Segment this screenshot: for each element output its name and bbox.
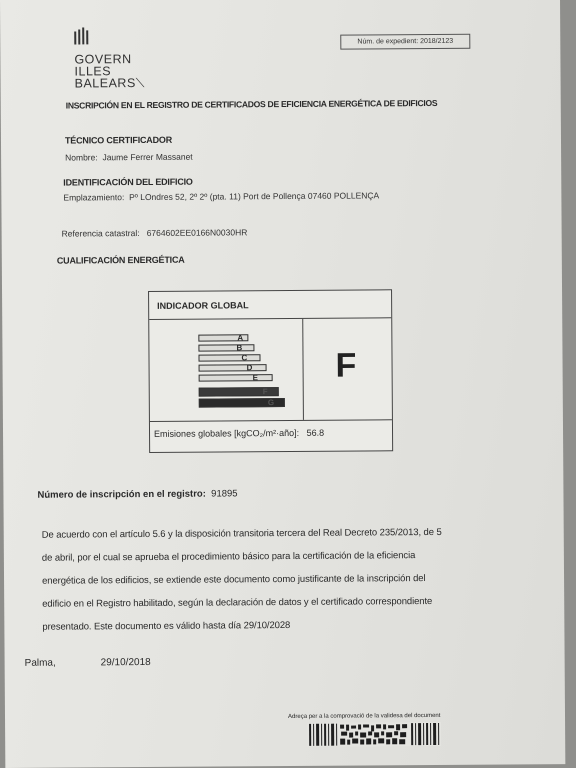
scale-bar-c <box>198 354 260 361</box>
justification-paragraph <box>42 520 507 638</box>
logo-line-2: ILLES <box>74 64 112 79</box>
tecnico-name-value: Jaume Ferrer Massanet <box>102 151 193 163</box>
scale-label-a: A <box>237 333 244 343</box>
paragraph-line-5: presentado. Este documento es válido hasta día 29/10/2028 <box>42 619 291 633</box>
scale-label-c: C <box>241 353 248 363</box>
scale-bar-b <box>198 344 254 351</box>
paragraph-line-3: energética de los edificios, se extiende este documento como justificante de la inscripción del <box>42 573 426 587</box>
edificio-heading: IDENTIFICACIÓN DEL EDIFICIO <box>63 176 193 188</box>
paragraph-line-4: edificio en el Registro habilitado, según la declaración de datos y el certificado correspondiente <box>42 595 433 610</box>
issue-date: 29/10/2018 <box>100 656 151 669</box>
tecnico-name-row <box>65 152 193 163</box>
emplazamiento-value: Pº LOndres 52, 2º 2º (pta. 11) Port de Pollença 07460 POLLENÇA <box>129 190 380 203</box>
scale-label-g: G <box>267 398 275 408</box>
govern-logo-icon <box>73 27 91 45</box>
place: Palma, <box>24 657 56 669</box>
logo-line-3: BALEARS <box>74 76 136 91</box>
scale-label-f: F <box>262 387 268 397</box>
referencia-label: Referencia catastral: <box>61 228 140 239</box>
cualificacion-heading: CUALIFICACIÓN ENERGÉTICA <box>56 254 185 266</box>
emisiones-label: Emisiones globales [kgCO₂/m²·año]: <box>153 427 300 439</box>
referencia-row <box>62 227 248 238</box>
expediente-box: Núm. de expedient: 2018/2123 <box>340 34 470 50</box>
emplazamiento-label: Emplazamiento: <box>63 192 125 203</box>
logo-line-1: GOVERN <box>74 52 132 67</box>
paragraph-line-2: de abril, por el cual se aprueba el procedimiento básico para la certificación de la eficiencia <box>41 550 416 564</box>
paragraph-line-1: De acuerdo con el artículo 5.6 y la disposición transitoria tercera del Real Decreto 235/2013, de 5 <box>41 526 442 541</box>
emisiones-row <box>154 428 324 439</box>
energy-grade: F <box>335 346 357 385</box>
referencia-value: 6764602EE0166N0030HR <box>146 227 248 238</box>
indicator-footer-line <box>150 419 392 422</box>
scale-bar-e <box>199 374 273 381</box>
scale-label-d: D <box>246 363 253 373</box>
indicator-title: INDICADOR GLOBAL <box>149 290 391 320</box>
indicator-divider <box>302 319 304 420</box>
tecnico-heading: TÉCNICO CERTIFICADOR <box>64 134 173 146</box>
registro-row <box>37 488 237 500</box>
registro-value: 91895 <box>211 488 238 500</box>
energy-indicator-box <box>148 289 393 453</box>
document-title: INSCRIPCIÓN EN EL REGISTRO DE CERTIFICADOS DE EFICIENCIA ENERGÉTICA DE EDIFICIOS <box>65 97 438 111</box>
emplazamiento-row <box>63 190 379 202</box>
logo-text: GOVERN ILLES BALEARS⟍ <box>74 52 146 91</box>
scale-label-b: B <box>236 343 243 353</box>
scale-bar-d <box>199 364 267 371</box>
registro-label: Número de inscripción en el registro: <box>37 488 206 501</box>
verify-label: Adreça per a la comprovació de la validesa del document <box>287 712 441 721</box>
tecnico-name-label: Nombre: <box>65 152 98 163</box>
scale-label-e: E <box>252 373 259 383</box>
barcode-icon <box>307 722 441 747</box>
emisiones-value: 56.8 <box>306 427 325 438</box>
